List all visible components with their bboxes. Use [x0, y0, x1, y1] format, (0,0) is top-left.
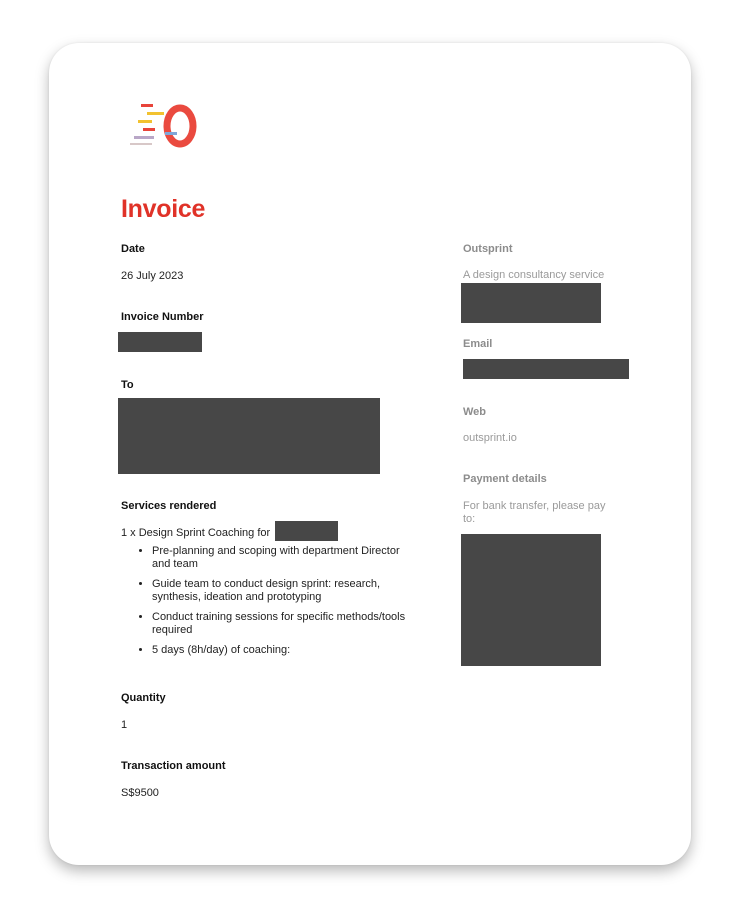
recipient-redaction [118, 398, 380, 474]
quantity-label: Quantity [121, 692, 166, 704]
list-item: • 5 days (8h/day) of coaching: [152, 644, 407, 657]
to-label: To [121, 379, 134, 391]
company-tagline: A design consultancy service [463, 269, 605, 281]
invoice-number-redaction [118, 332, 202, 352]
list-item: • Conduct training sessions for specific methods/tools required [152, 611, 407, 637]
amount-label: Transaction amount [121, 760, 226, 772]
date-value: 26 July 2023 [121, 270, 184, 282]
services-label: Services rendered [121, 500, 217, 512]
web-label: Web [463, 406, 487, 418]
invoice-title: Invoice [121, 195, 206, 223]
services-intro: 1 x Design Sprint Coaching for [121, 527, 271, 539]
amount-value: S$9500 [121, 787, 159, 799]
date-label: Date [121, 243, 145, 255]
company-name: Outsprint [463, 243, 513, 255]
email-label: Email [463, 338, 493, 350]
list-item: • Guide team to conduct design sprint: research, synthesis, ideation and prototyping [152, 578, 407, 604]
client-name-redaction [275, 521, 338, 541]
payment-text: For bank transfer, please pay to: [463, 500, 606, 525]
payment-label: Payment details [463, 473, 547, 485]
outsprint-logo-icon [130, 101, 200, 153]
address-redaction [461, 283, 601, 323]
email-redaction [463, 359, 629, 379]
invoice-number-label: Invoice Number [121, 311, 204, 323]
web-value: outsprint.io [463, 432, 517, 444]
bank-details-redaction [461, 534, 601, 666]
quantity-value: 1 [121, 719, 128, 731]
list-item: • Pre-planning and scoping with department Director and team [152, 545, 407, 571]
services-list [131, 545, 407, 664]
